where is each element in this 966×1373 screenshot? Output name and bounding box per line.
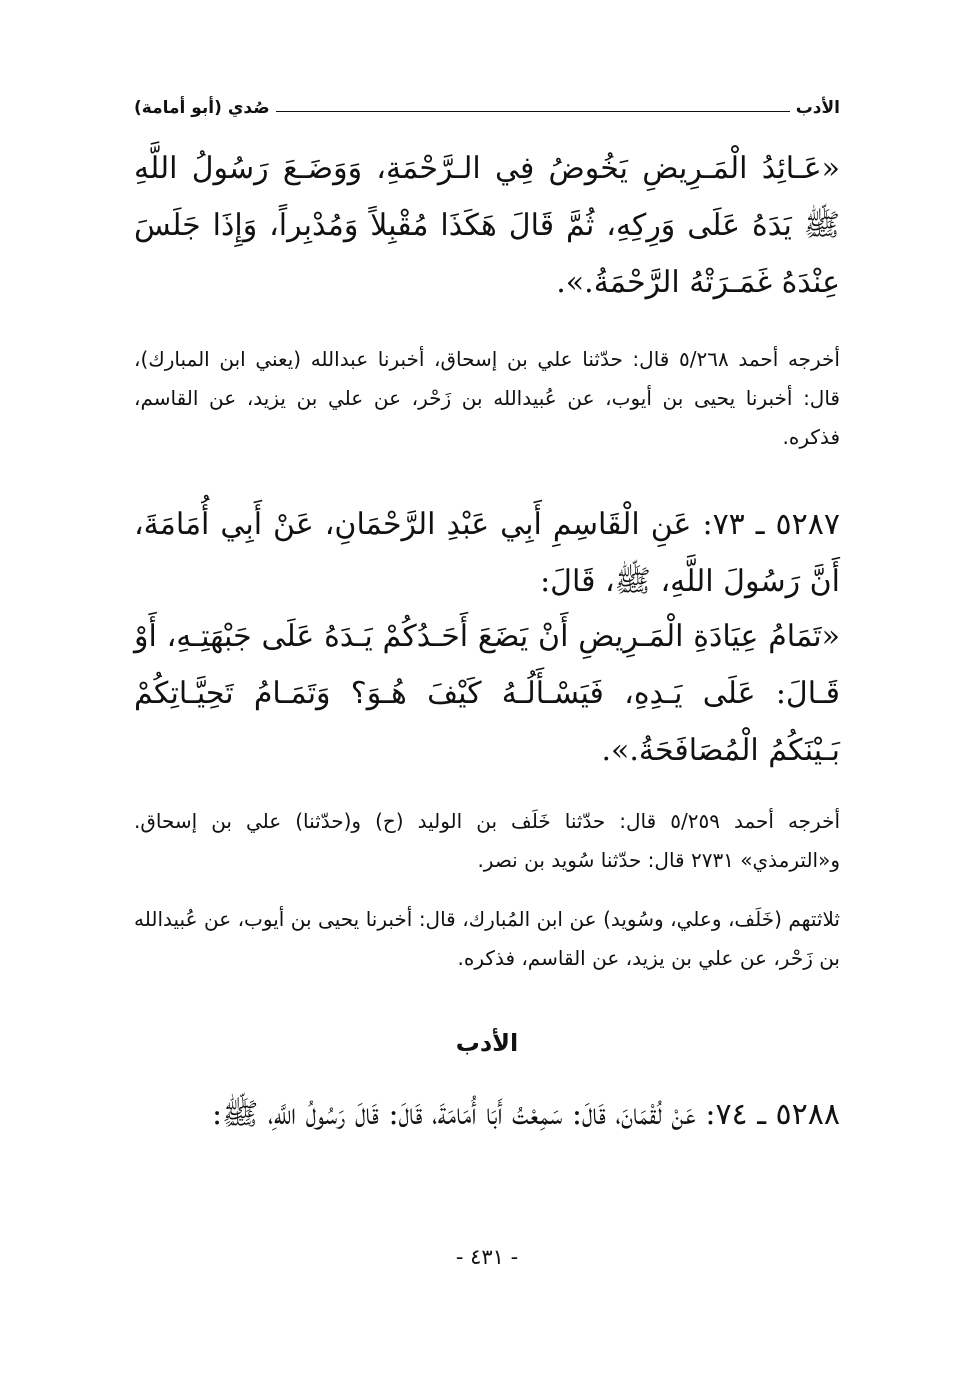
header-rule	[276, 111, 790, 112]
hadith-isnad-5287: ٥٢٨٧ ـ ٧٣: عَنِ الْقَاسِمِ أَبِي عَبْدِ الرَّحْمَانِ، عَنْ أَبِي أُمَامَةَ، أَنَّ رَسُولَ اللَّهِ، ﷺ، قَالَ:	[134, 507, 840, 599]
section-title: الأدب	[455, 1029, 519, 1057]
takhrij-1: أخرجه أحمد ٥/٢٦٨ قال: حدّثنا علي بن إسحاق، أخبرنا عبدالله (يعني ابن المبارك)، قال: أخبرنا يحيى بن أيوب، عن عُبيدالله بن زَحْر، عن علي بن يزيد، عن القاسم، فذكره.	[134, 347, 840, 449]
takhrij-3: ثلاثتهم (خَلَف، وعلي، وسُويد) عن ابن المُبارك، قال: أخبرنا يحيى بن أيوب، عن عُبيدالله بن زَحْر، عن علي بن يزيد، عن القاسم، فذكره.	[134, 907, 840, 970]
hadith-text-5287: «تَمَامُ عِيَادَةِ الْمَـرِيضِ أَنْ يَضَعَ أَحَـدُكُمْ يَـدَهُ عَلَى جَبْهَتِـهِ، أَوْ قَـالَ: عَلَى يَـدِهِ، فَيَسْـأَلُـهُ كَيْفَ هُـوَ؟ وَتَمَـامُ تَحِيَّـاتِكُمْ بَـيْنَكُمُ الْمُصَافَحَةُ.».	[134, 619, 840, 768]
hadith-isnad-5288: ٥٢٨٨ ـ ٧٤: عَنْ لُقْمَانَ، قَالَ: سَمِعْتُ أَبَا أُمَامَةَ، قَالَ: قَالَ رَسُولُ اللَّهِ، ﷺ:	[212, 1097, 840, 1132]
page-number: - ٤٣١ -	[455, 1245, 519, 1269]
running-header	[134, 88, 840, 118]
header-narrator: صُدي (أبو أمامة)	[134, 98, 270, 118]
header-chapter: الأدب	[795, 98, 840, 118]
takhrij-2: أخرجه أحمد ٥/٢٥٩ قال: حدّثنا خَلَف بن الوليد (ح) و(حدّثنا) علي بن إسحاق. و«الترمذي» ٢٧٣١ قال: حدّثنا سُويد بن نصر.	[134, 809, 840, 872]
hadith-text-1: «عَـائِدُ الْمَـرِيضِ يَخُوضُ فِي الـرَّحْمَةِ، وَوَضَـعَ رَسُولُ اللَّهِ ﷺ يَدَهُ عَلَى وَرِكِهِ، ثُمَّ قَالَ هَكَذَا مُقْبِلاً وَمُدْبِراً، وَإِذَا جَلَسَ عِنْدَهُ غَمَـرَتْهُ الرَّحْمَةُ.».	[134, 151, 840, 300]
